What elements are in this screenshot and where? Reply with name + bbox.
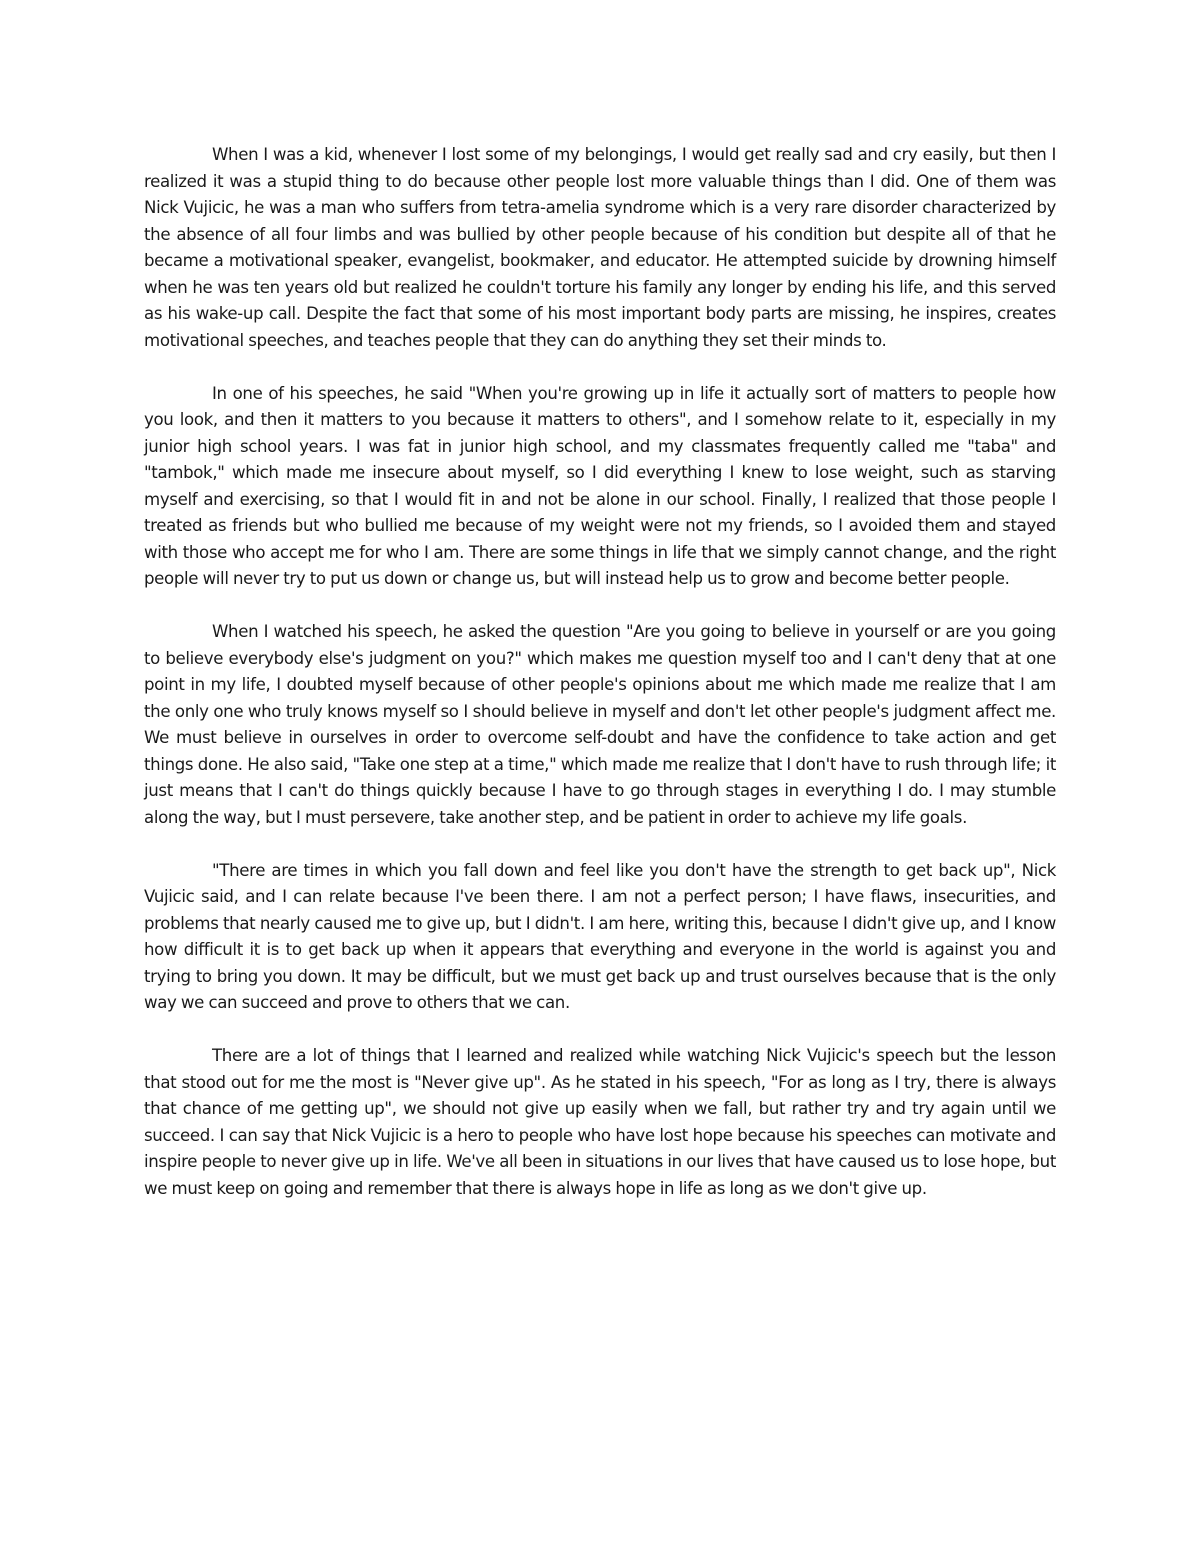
document-body (144, 142, 1056, 1229)
paragraph-4: "There are times in which you fall down and feel like you don't have the strength to get back up", Nick Vujicic said, and I can relate because I've been there. I am not a perfect person; I have flaws, insecurities, and problems that nearly caused me to give up, but I didn't. I am here, writing this, because I didn't give up, and I know how difficult it is to get back up when it appears that everything and everyone in the world is against you and trying to bring you down. It may be difficult, but we must get back up and trust ourselves because that is the only way we can succeed and prove to others that we can. (144, 860, 1056, 1012)
paragraph-1: When I was a kid, whenever I lost some of my belongings, I would get really sad and cry easily, but then I realized it was a stupid thing to do because other people lost more valuable things than I did. One of them was Nick Vujicic, he was a man who suffers from tetra-amelia syndrome which is a very rare disorder characterized by the absence of all four limbs and was bullied by other people because of his condition but despite all of that he became a motivational speaker, evangelist, bookmaker, and educator. He attempted suicide by drowning himself when he was ten years old but realized he couldn't torture his family any longer by ending his life, and this served as his wake-up call. Despite the fact that some of his most important body parts are missing, he inspires, creates motivational speeches, and teaches people that they can do anything they set their minds to. (144, 145, 1056, 350)
paragraph-3: When I watched his speech, he asked the question "Are you going to believe in yourself or are you going to believe everybody else's judgment on you?" which makes me question myself too and I can't deny that at one point in my life, I doubted myself because of other people's opinions about me which made me realize that I am the only one who truly knows myself so I should believe in myself and don't let other people's judgment affect me. We must believe in ourselves in order to overcome self-doubt and have the confidence to take action and get things done. He also said, "Take one step at a time," which made me realize that I don't have to rush through life; it just means that I can't do things quickly because I have to go through stages in everything I do. I may stumble along the way, but I must persevere, take another step, and be patient in order to achieve my life goals. (144, 622, 1056, 827)
paragraph-2: In one of his speeches, he said "When you're growing up in life it actually sort of matters to people how you look, and then it matters to you because it matters to others", and I somehow relate to it, especially in my junior high school years. I was fat in junior high school, and my classmates frequently called me "taba" and "tambok," which made me insecure about myself, so I did everything I knew to lose weight, such as starving myself and exercising, so that I would fit in and not be alone in our school. Finally, I realized that those people I treated as friends but who bullied me because of my weight were not my friends, so I avoided them and stayed with those who accept me for who I am. There are some things in life that we simply cannot change, and the right people will never try to put us down or change us, but will instead help us to grow and become better people. (144, 383, 1056, 588)
paragraph-5: There are a lot of things that I learned and realized while watching Nick Vujicic's speech but the lesson that stood out for me the most is "Never give up". As he stated in his speech, "For as long as I try, there is always that chance of me getting up", we should not give up easily when we fall, but rather try and try again until we succeed. I can say that Nick Vujicic is a hero to people who have lost hope because his speeches can motivate and inspire people to never give up in life. We've all been in situations in our lives that have caused us to lose hope, but we must keep on going and remember that there is always hope in life as long as we don't give up. (144, 1046, 1056, 1198)
